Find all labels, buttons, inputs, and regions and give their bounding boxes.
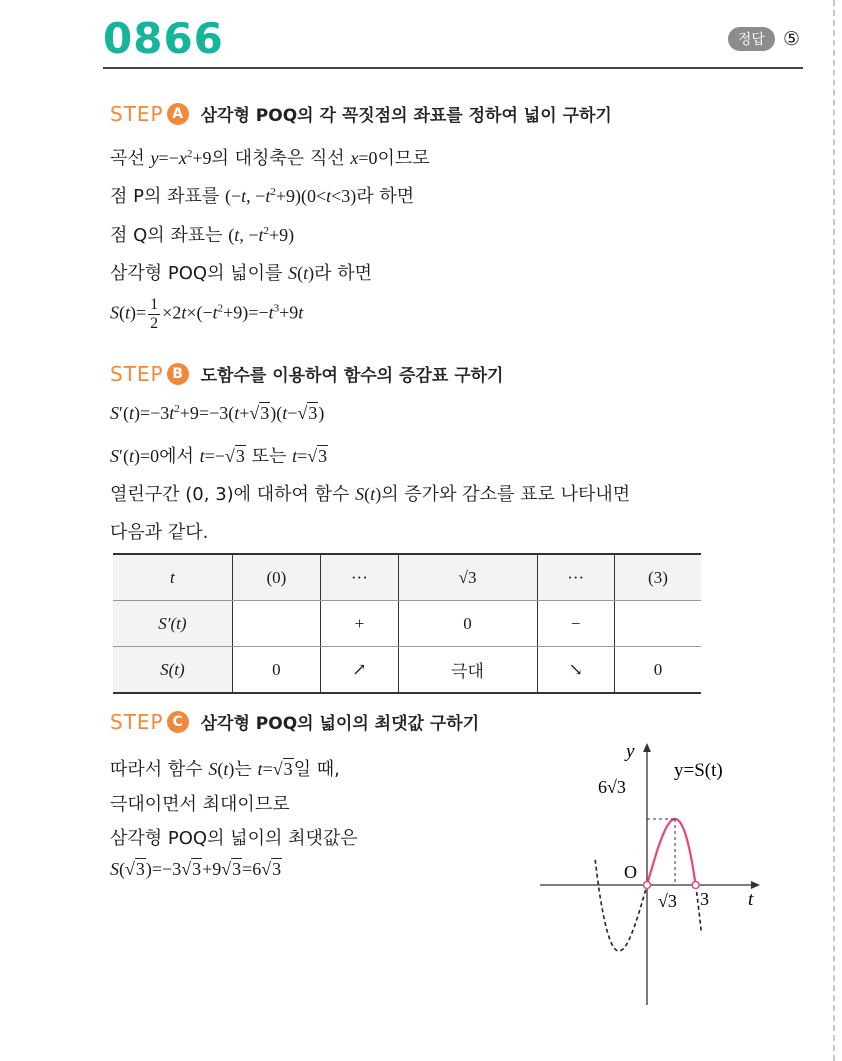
table-cell: √3 — [398, 554, 537, 601]
table-cell: − — [537, 601, 614, 647]
problem-number: 0866 — [103, 14, 224, 63]
table-cell: ↗ — [321, 647, 398, 694]
step-c-line-2: 극대이면서 최대이므로 — [110, 794, 290, 815]
cubic-graph — [540, 735, 770, 1010]
step-letter: C — [167, 711, 189, 733]
table-cell — [614, 601, 701, 647]
table-row — [113, 647, 701, 694]
table-cell — [232, 601, 320, 647]
table-cell: 0 — [398, 601, 537, 647]
table-cell: S(t) — [113, 647, 232, 694]
curve-label: y=S(t) — [674, 760, 723, 781]
header-rule — [103, 67, 803, 69]
step-title: 도함수를 이용하여 함수의 증감표 구하기 — [200, 366, 504, 386]
table-cell: ··· — [537, 554, 614, 601]
step-a-line-3: 점 Q의 좌표는 (t, $-t^2+9$) — [110, 225, 295, 246]
y-axis-arrow — [643, 743, 651, 752]
page-edge-dash — [833, 0, 835, 1061]
step-c-line-1: 따라서 함수 S(t)는 t=√3일 때, — [110, 759, 340, 780]
step-title: 삼각형 POQ의 넓이의 최댓값 구하기 — [200, 714, 480, 734]
step-b-line-3: 열린구간 (0, 3)에 대하여 함수 S(t)의 증가와 감소를 표로 나타내면 — [110, 484, 631, 505]
step-letter: A — [167, 103, 189, 125]
t-axis-arrow — [751, 881, 760, 889]
step-a-heading — [110, 101, 612, 126]
t-axis-label: t — [748, 889, 754, 910]
table-cell: ··· — [321, 554, 398, 601]
table-cell: (0) — [232, 554, 320, 601]
step-word: STEP — [110, 101, 164, 126]
curve-dashed-left — [595, 860, 647, 951]
step-b-derivative: $S'(t)=-3t^2+9=-3(t+√3)(t-√3)$ — [110, 403, 325, 423]
answer-box — [728, 27, 800, 51]
step-c-heading — [110, 709, 479, 734]
step-a-line-1: 곡선 $y=-x^2+9$의 대칭축은 직선 x=0이므로 — [110, 148, 430, 169]
step-a-line-2: 점 P의 좌표를 (−t, $-t^2+9)(0<t<3)$라 하면 — [110, 186, 415, 207]
table-cell: 0 — [232, 647, 320, 694]
table-row — [113, 601, 701, 647]
table-row — [113, 554, 701, 601]
table-cell: 0 — [614, 647, 701, 694]
open-point-three — [692, 882, 699, 889]
table-cell: 극대 — [398, 647, 537, 694]
answer-value: ⑤ — [782, 28, 800, 50]
step-c-max-value: S(√3)=−3√3+9√3=6√3 — [110, 859, 282, 879]
step-letter: B — [167, 363, 189, 385]
step-c-line-3: 삼각형 POQ의 넓이의 최댓값은 — [110, 828, 358, 849]
step-a-area-formula: S(t)= $\frac{1}{2}$ $\times 2t\times(-t^2+9)=-t^3+9t$ — [110, 296, 304, 332]
step-b-heading — [110, 361, 503, 386]
table-cell: ↘ — [537, 647, 614, 694]
open-point-origin — [644, 882, 651, 889]
step-word: STEP — [110, 709, 164, 734]
max-value-label: 6√3 — [598, 777, 626, 797]
table-cell: + — [321, 601, 398, 647]
tick-sqrt3-label: √3 — [658, 891, 677, 911]
step-a-line-4: 삼각형 POQ의 넓이를 S(t)라 하면 — [110, 263, 372, 284]
table-cell: S′(t) — [113, 601, 232, 647]
table-cell: t — [113, 554, 232, 601]
origin-label: O — [624, 862, 637, 882]
y-axis-label: y — [626, 741, 635, 762]
step-title: 삼각형 POQ의 각 꼭짓점의 좌표를 정하여 넓이 구하기 — [200, 106, 612, 126]
table-cell: (3) — [614, 554, 701, 601]
answer-badge: 정답 — [728, 27, 775, 51]
step-b-line-2: S′(t)=0에서 t=−√3 또는 t=√3 — [110, 446, 328, 467]
step-word: STEP — [110, 361, 164, 386]
tick-3-label: 3 — [700, 889, 709, 909]
step-b-line-4: 다음과 같다. — [110, 522, 209, 543]
increase-decrease-table — [113, 553, 701, 694]
curve-solid — [647, 819, 696, 885]
